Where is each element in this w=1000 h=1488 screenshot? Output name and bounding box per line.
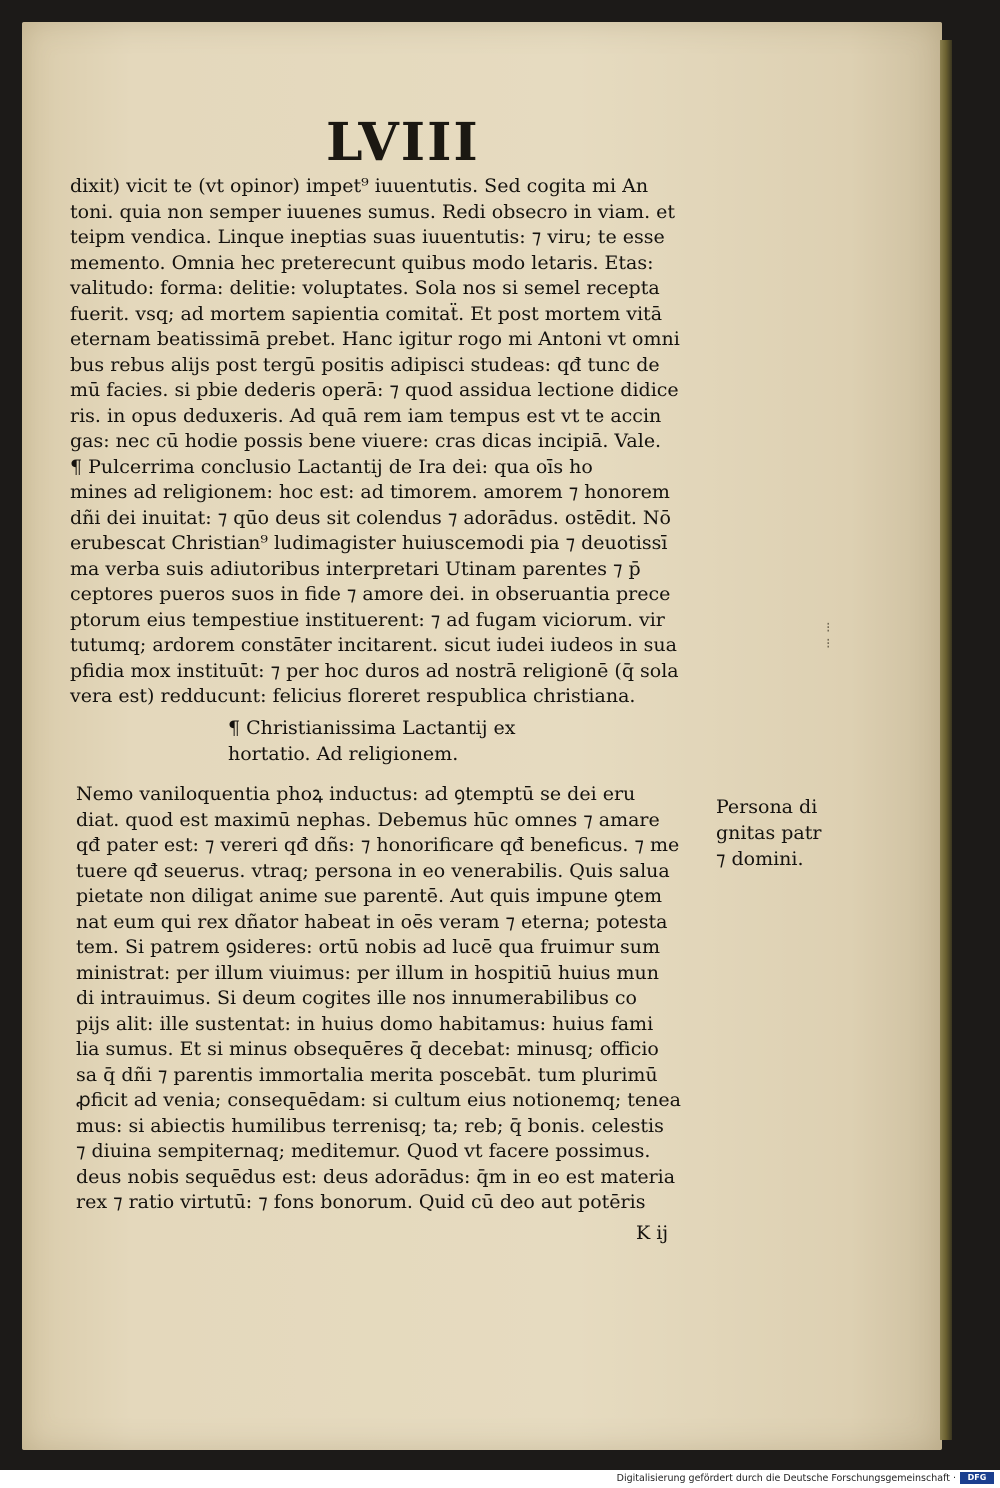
body-text-top [70,174,680,710]
text-line: ris. in opus deduxeris. Ad quā rem iam tempus est vt te accin [70,404,662,427]
text-line: ⁊ domini. [716,848,804,870]
text-line: rex ⁊ ratio virtutū: ⁊ fons bonorum. Quid cū deo aut potēris [76,1191,646,1213]
text-line: sa q̄ dñi ⁊ parentis immortalia merita poscebāt. tum plurimū [76,1063,658,1086]
text-line: ꝓficit ad venia; consequēdam: si cultum eius notionemq; tenea [76,1089,681,1111]
body-text-bottom [76,782,681,1216]
text-line: pfidia mox instituūt: ⁊ per hoc duros ad nostrā religionē (q̄ sola [70,659,679,682]
text-line: nat eum qui rex dñator habeat in oēs veram ⁊ eterna; potesta [76,910,668,933]
text-line: vera est) redducunt: felicius floreret respublica christiana. [70,685,636,707]
section-heading [228,716,516,767]
text-line: tem. Si patrem ꝯsideres: ortū nobis ad lucē qua fruimur sum [76,936,661,958]
text-line: dixit) vicit te (vt opinor) impet⁹ iuuentutis. Sed cogita mi An [70,175,649,197]
marginal-note [716,794,821,872]
text-line: ma verba suis adiutoribus interpretari Utinam parentes ⁊ p̄ [70,557,641,580]
text-line: tuere qđ seuerus. vtraq; persona in eo venerabilis. Quis salua [76,859,670,882]
text-line: tutumq; ardorem constāter incitarent. sicut iudei iudeos in sua [70,634,677,656]
text-line: hortatio. Ad religionem. [228,742,459,765]
text-line: ¶ Christianissima Lactantij ex [228,717,516,739]
text-line: di intrauimus. Si deum cogites ille nos innumerabilibus co [76,987,637,1009]
text-line: mū facies. si pbie dederis operā: ⁊ quod assidua lectione didice [70,379,679,401]
text-line: pijs alit: ille sustentat: in huius domo habitamus: huius fami [76,1012,654,1035]
text-line: ceptores pueros suos in fide ⁊ amore dei. in obseruantia prece [70,583,671,605]
text-line: erubescat Christian⁹ ludimagister huiuscemodi pia ⁊ deuotissī [70,532,668,554]
text-line: memento. Omnia hec preterecunt quibus modo letaris. Etas: [70,251,654,274]
text-line: pietate non diligat anime sue parentē. Aut quis impune ꝯtem [76,885,663,907]
text-line: mines ad religionem: hoc est: ad timorem. amorem ⁊ honorem [70,481,670,503]
text-line: bus rebus alijs post tergū positis adipisci studeas: qđ tunc de [70,353,660,376]
signature-mark: K ij [636,1222,669,1244]
text-line: fuerit. vsq; ad mortem sapientia comitaẗ. Et post mortem vitā [70,302,663,325]
text-line: qđ pater est: ⁊ vereri qđ dñs: ⁊ honorificare qđ beneficus. ⁊ me [76,834,680,856]
text-line: diat. quod est maximū nephas. Debemus hūc omnes ⁊ amare [76,808,660,831]
text-line: toni. quia non semper iuuenes sumus. Redi obsecro in viam. et [70,200,676,223]
text-line: dñi dei inuitat: ⁊ qūo deus sit colendus ⁊ adorādus. ostēdit. Nō [70,506,671,529]
margin-marks: ⁝ ⁝ [826,620,831,652]
text-line: lia sumus. Et si minus obsequēres q̄ decebat: minusq; officio [76,1038,659,1060]
text-line: gas: nec cū hodie possis bene viuere: cras dicas incipiā. Vale. [70,430,662,452]
text-line: deus nobis sequēdus est: deus adorādus: q̄m in eo est materia [76,1165,676,1188]
text-line: ⁊ diuina sempiternaq; meditemur. Quod vt facere possimus. [76,1140,651,1162]
text-line: ptorum eius tempestiue instituerent: ⁊ ad fugam viciorum. vir [70,608,665,631]
text-line: Persona di [716,796,818,818]
text-line: ¶ Pulcerrima conclusio Lactantij de Ira dei: qua oīs ho [70,455,593,478]
text-line: valitudo: forma: delitie: voluptates. Sola nos si semel recepta [70,277,660,299]
text-line: ministrat: per illum viuimus: per illum in hospitiū huius mun [76,961,660,984]
text-line: teipm vendica. Linque ineptias suas iuuentutis: ⁊ viru; te esse [70,226,665,248]
text-line: gnitas patr [716,822,822,844]
text-line: eternam beatissimā prebet. Hanc igitur rogo mi Antoni vt omni [70,328,680,350]
text-line: Nemo vaniloquentia phoꝝ inductus: ad ꝯtemptū se dei eru [76,783,636,805]
digitization-credit: Digitalisierung gefördert durch die Deutsche Forschungsgemeinschaft · [616,1473,956,1484]
folio-number: LVIII [326,112,480,173]
page-edge [940,40,952,1440]
dfg-logo: DFG [960,1472,994,1484]
text-line: mus: si abiectis humilibus terrenisq; ta; reb; q̄ bonis. celestis [76,1114,664,1137]
